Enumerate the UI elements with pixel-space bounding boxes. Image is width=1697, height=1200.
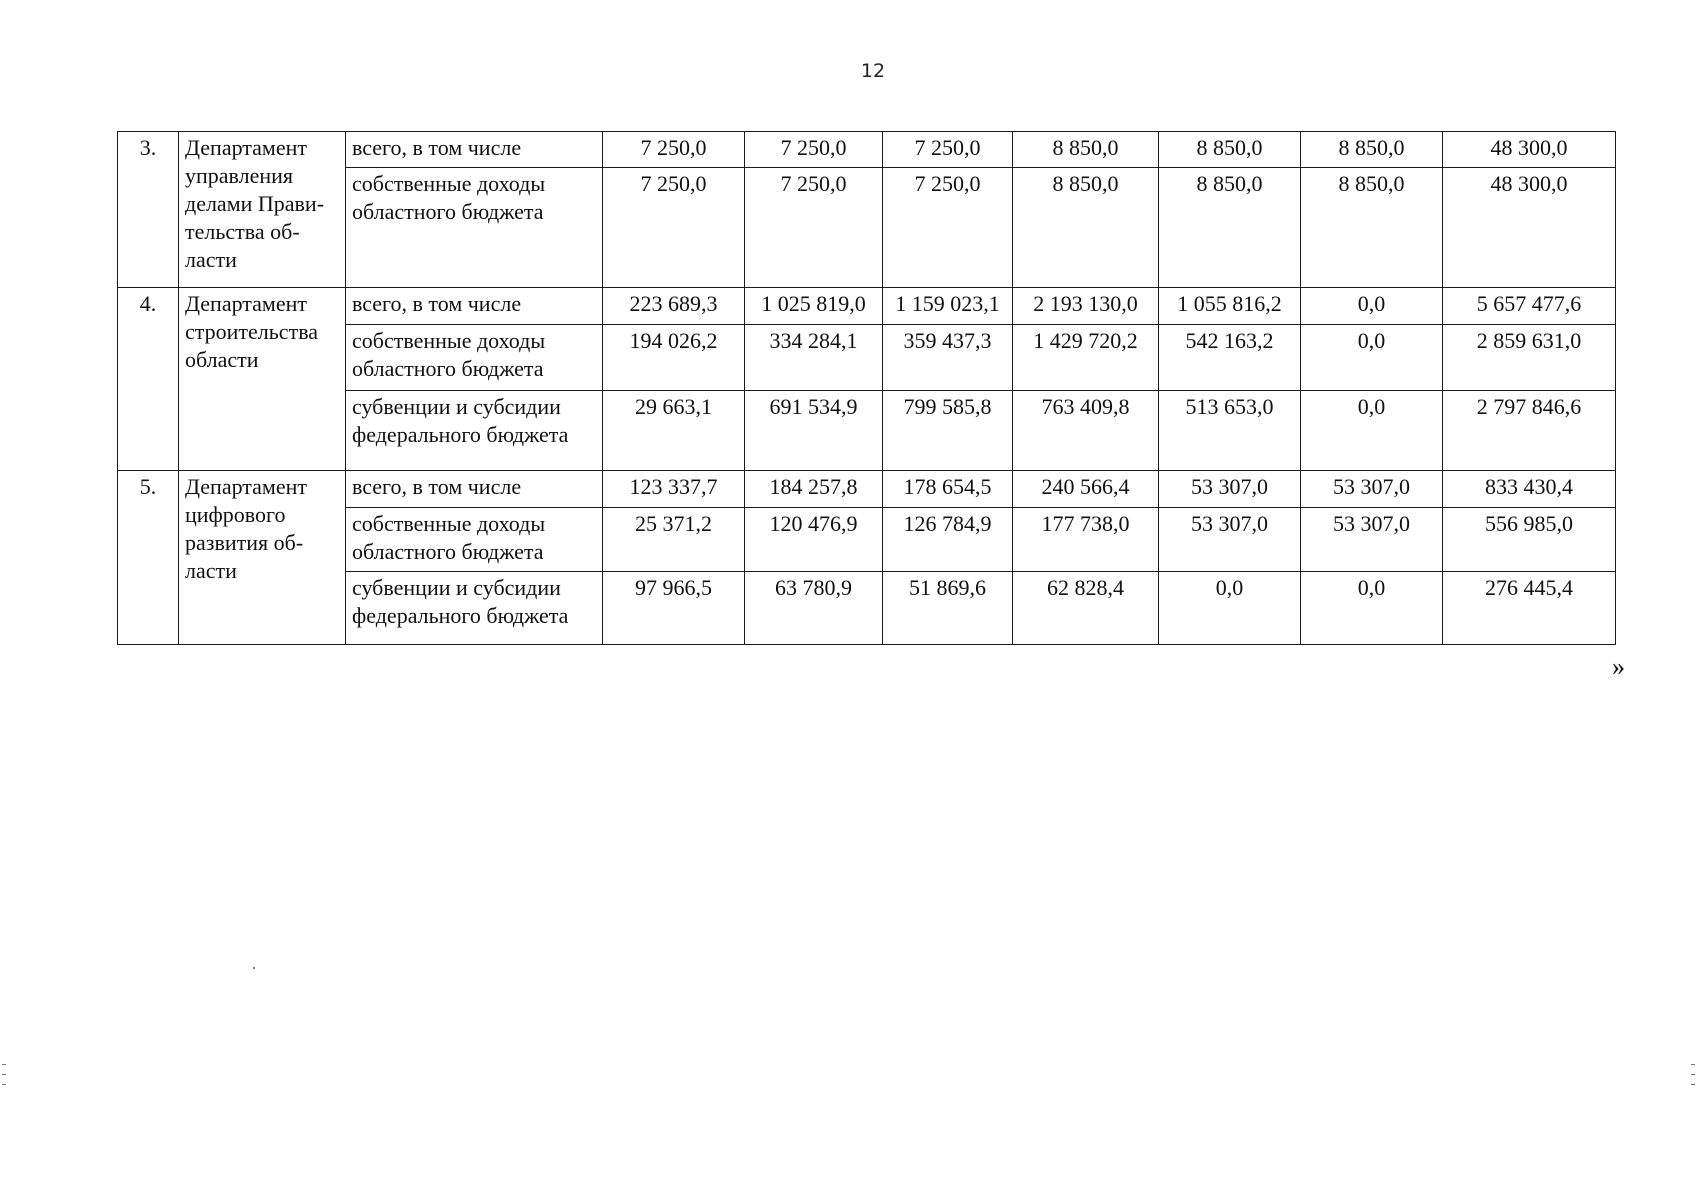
value-cell: 8 850,0	[1013, 168, 1159, 288]
department-name: Департамент строительства области	[179, 288, 346, 471]
value-cell: 53 307,0	[1301, 508, 1443, 572]
value-cell: 334 284,1	[745, 325, 883, 391]
row-number: 3.	[118, 132, 179, 288]
value-cell: 7 250,0	[883, 168, 1013, 288]
total-cell: 276 445,4	[1443, 572, 1616, 645]
scan-edge-mark	[2, 1064, 6, 1065]
funding-type: субвенции и субсидии федерального бюджета	[346, 572, 603, 645]
value-cell: 799 585,8	[883, 391, 1013, 471]
scan-speck	[253, 967, 255, 969]
value-cell: 1 055 816,2	[1159, 288, 1301, 325]
value-cell: 63 780,9	[745, 572, 883, 645]
scan-edge-mark	[2, 1074, 6, 1075]
value-cell: 123 337,7	[603, 471, 745, 508]
table-row	[118, 288, 1616, 325]
value-cell: 97 966,5	[603, 572, 745, 645]
funding-type: собственные доходы областного бюджета	[346, 168, 603, 288]
value-cell: 0,0	[1301, 288, 1443, 325]
value-cell: 691 534,9	[745, 391, 883, 471]
value-cell: 8 850,0	[1301, 168, 1443, 288]
value-cell: 0,0	[1301, 325, 1443, 391]
scan-edge-mark	[2, 1084, 6, 1085]
value-cell: 542 163,2	[1159, 325, 1301, 391]
page-number: 12	[860, 60, 886, 82]
value-cell: 1 025 819,0	[745, 288, 883, 325]
total-cell: 48 300,0	[1443, 168, 1616, 288]
value-cell: 184 257,8	[745, 471, 883, 508]
department-name: Департамент управления делами Прави- тельства об- ласти	[179, 132, 346, 288]
value-cell: 8 850,0	[1013, 132, 1159, 168]
value-cell: 62 828,4	[1013, 572, 1159, 645]
funding-type: всего, в том числе	[346, 471, 603, 508]
budget-table	[117, 131, 1616, 645]
total-cell: 556 985,0	[1443, 508, 1616, 572]
scan-edge-mark	[1691, 1064, 1695, 1065]
value-cell: 2 193 130,0	[1013, 288, 1159, 325]
table-row	[118, 471, 1616, 508]
value-cell: 53 307,0	[1301, 471, 1443, 508]
department-name: Департамент цифрового развития об- ласти	[179, 471, 346, 645]
total-cell: 5 657 477,6	[1443, 288, 1616, 325]
value-cell: 126 784,9	[883, 508, 1013, 572]
value-cell: 1 159 023,1	[883, 288, 1013, 325]
funding-type: собственные доходы областного бюджета	[346, 325, 603, 391]
value-cell: 53 307,0	[1159, 508, 1301, 572]
value-cell: 178 654,5	[883, 471, 1013, 508]
value-cell: 7 250,0	[603, 132, 745, 168]
total-cell: 48 300,0	[1443, 132, 1616, 168]
value-cell: 0,0	[1301, 391, 1443, 471]
value-cell: 7 250,0	[883, 132, 1013, 168]
value-cell: 8 850,0	[1301, 132, 1443, 168]
value-cell: 53 307,0	[1159, 471, 1301, 508]
value-cell: 29 663,1	[603, 391, 745, 471]
total-cell: 833 430,4	[1443, 471, 1616, 508]
table-row	[118, 132, 1616, 168]
scan-edge-mark	[1691, 1074, 1695, 1075]
total-cell: 2 859 631,0	[1443, 325, 1616, 391]
funding-type: всего, в том числе	[346, 132, 603, 168]
value-cell: 7 250,0	[745, 168, 883, 288]
total-cell: 2 797 846,6	[1443, 391, 1616, 471]
value-cell: 0,0	[1301, 572, 1443, 645]
value-cell: 513 653,0	[1159, 391, 1301, 471]
value-cell: 8 850,0	[1159, 132, 1301, 168]
value-cell: 7 250,0	[603, 168, 745, 288]
value-cell: 120 476,9	[745, 508, 883, 572]
value-cell: 194 026,2	[603, 325, 745, 391]
value-cell: 1 429 720,2	[1013, 325, 1159, 391]
value-cell: 359 437,3	[883, 325, 1013, 391]
value-cell: 25 371,2	[603, 508, 745, 572]
funding-type: всего, в том числе	[346, 288, 603, 325]
value-cell: 240 566,4	[1013, 471, 1159, 508]
value-cell: 51 869,6	[883, 572, 1013, 645]
scan-edge-mark	[1691, 1084, 1695, 1085]
row-number: 5.	[118, 471, 179, 645]
value-cell: 0,0	[1159, 572, 1301, 645]
value-cell: 763 409,8	[1013, 391, 1159, 471]
value-cell: 223 689,3	[603, 288, 745, 325]
value-cell: 7 250,0	[745, 132, 883, 168]
value-cell: 8 850,0	[1159, 168, 1301, 288]
funding-type: собственные доходы областного бюджета	[346, 508, 603, 572]
value-cell: 177 738,0	[1013, 508, 1159, 572]
closing-quote: »	[1612, 652, 1625, 681]
row-number: 4.	[118, 288, 179, 471]
funding-type: субвенции и субсидии федерального бюджета	[346, 391, 603, 471]
